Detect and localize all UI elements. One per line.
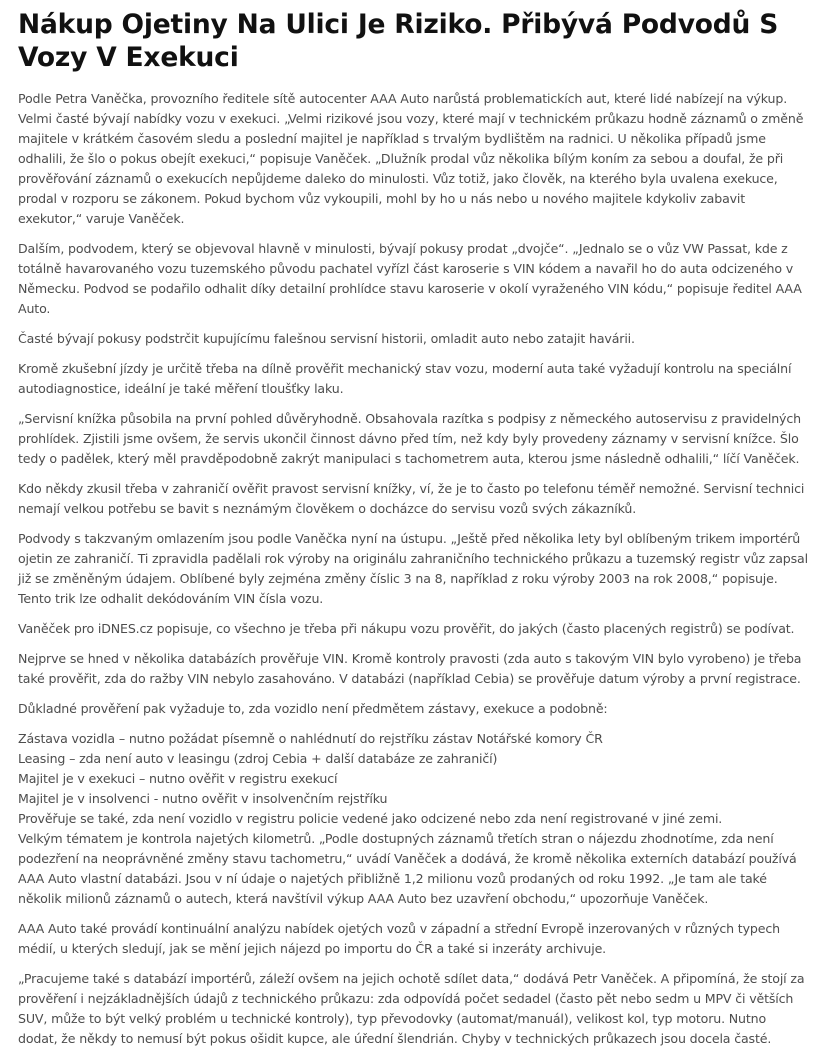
article-paragraph: Kromě zkušební jízdy je určitě třeba na dílně prověřit mechanický stav vozu, moderní auta také vyžadují kontrolu na speciální autodiagnostice, ideální je také měření tloušťky laku. bbox=[18, 361, 792, 396]
check-list-line: Velkým tématem je kontrola najetých kilometrů. „Podle dostupných záznamů třetích stran o nájezdu zhodnotíme, zda není podezření na neoprávněné změny stavu tachometru,“ uvádí Vaněček a dodává, že kromě několika externích databází používá AAA Auto vlastní databázi. Jsou v ní údaje o najetých přibližně 1,2 milionu vozů prodaných od roku 1992. „Je tam ale také několik milionů záznamů o autech, která navštívil výkup AAA Auto bez uzavření obchodu,“ upozorňuje Vaněček. bbox=[18, 831, 797, 906]
check-list bbox=[18, 729, 808, 909]
article-paragraph: „Servisní knížka působila na první pohled důvěryhodně. Obsahovala razítka s podpisy z německého autoservisu z pravidelných prohlídek. Zjistili jsme ovšem, že servis ukončil činnost dávno před tím, než kdy byly provedeny záznamy v servisní knížce. Šlo tedy o padělek, který měl pravděpodobně zakrýt manipulaci s tachometrem auta, kterou jsme následně odhalili,“ líčí Vaněček. bbox=[18, 411, 801, 466]
article-paragraph: Podle Petra Vaněčka, provozního ředitele sítě autocenter AAA Auto narůstá problematickích aut, které lidé nabízejí na výkup. Velmi časté bývají nabídky vozu v exekuci. „Velmi rizikové jsou vozy, které mají v technickém průkazu hodně záznamů o změně majitele v krátkém časovém sledu a poslední majitel je například s trvalým bydlištěm na radnici. U několika případů jsme odhalili, že šlo o pokus obejít exekuci,“ popisuje Vaněček. „Dlužník prodal vůz několika bílým koním za sebou a doufal, že při prověřování záznamů o exekucích nepůjdeme daleko do minulosti. Vůz totiž, jako člověk, na kterého byla uvalena exekuce, prodal v rozporu se zákonem. Pokud bychom vůz vykoupili, mohl by ho u nás nebo u nového majitele kdykoliv zabavit exekutor,“ varuje Vaněček. bbox=[18, 91, 804, 226]
check-list-line: Majitel je v insolvenci - nutno ověřit v insolvenčním rejstříku bbox=[18, 791, 388, 806]
check-list-line: Majitel je v exekuci – nutno ověřit v registru exekucí bbox=[18, 771, 338, 786]
check-list-line: Leasing – zda není auto v leasingu (zdroj Cebia + další databáze ze zahraničí) bbox=[18, 751, 498, 766]
article-paragraph: Dalším, podvodem, který se objevoval hlavně v minulosti, bývají pokusy prodat „dvojče“. „Jednalo se o vůz VW Passat, kde z totálně havarovaného vozu tuzemského původu pachatel vyřízl část karoserie s VIN kódem a navařil ho do auta odcizeného v Německu. Podvod se podařilo odhalit díky detailní prohlídce stavu karoserie v okolí vyraženého VIN kódu,“ popisuje ředitel AAA Auto. bbox=[18, 241, 802, 316]
check-list-line: Prověřuje se také, zda není vozidlo v registru policie vedené jako odcizené nebo zda není registrované v jiné zemi. bbox=[18, 811, 723, 826]
article bbox=[18, 8, 808, 1059]
article-paragraph: Časté bývají pokusy podstrčit kupujícímu falešnou servisní historii, omladit auto nebo zatajit havárii. bbox=[18, 331, 635, 346]
article-paragraph: Nejprve se hned v několika databázích prověřuje VIN. Kromě kontroly pravosti (zda auto s takovým VIN bylo vyrobeno) je třeba také prověřit, zda do ražby VIN nebylo zasahováno. V databázi (například Cebia) se prověřuje datum výroby a první registrace. bbox=[18, 651, 802, 686]
article-paragraph: „Pracujeme také s databází importérů, záleží ovšem na jejich ochotě sdílet data,“ dodává Petr Vaněček. A připomíná, že stojí za prověření i nejzákladnějších údajů z technického průkazu: zda odpovídá počet sedadel (často pět nebo sedm u MPV či větších SUV, může to být velký problém u technické kontroly), typ převodovky (automat/manuál), velikost kol, typ motoru. Nutno dodat, že někdy to nemusí být pokus ošidit kupce, ale úřední šlendrián. Chyby v technických průkazech jsou docela časté. bbox=[18, 971, 805, 1046]
article-paragraph: Vaněček pro iDNES.cz popisuje, co všechno je třeba při nákupu vozu prověřit, do jakých (často placených registrů) se podívat. bbox=[18, 621, 795, 636]
article-paragraph: Důkladné prověření pak vyžaduje to, zda vozidlo není předmětem zástavy, exekuce a podobně: bbox=[18, 701, 608, 716]
article-paragraph: AAA Auto také provádí kontinuální analýzu nabídek ojetých vozů v západní a střední Evropě inzerovaných v různých typech médií, u kterých sledují, jak se mění jejich nájezd po importu do ČR a také si inzeráty archivuje. bbox=[18, 921, 780, 956]
article-paragraph: Podvody s takzvaným omlazením jsou podle Vaněčka nyní na ústupu. „Ještě před několika lety byl oblíbeným trikem importérů ojetin ze zahraničí. Ti zpravidla padělali rok výroby na originálu zahraničního technického průkazu a tuzemský registr vůz zapsal již se změněným údajem. Oblíbené byly zejména změny číslic 3 na 8, například z roku výroby 2003 na rok 2008,“ popisuje. Tento trik lze odhalit dekódováním VIN čísla vozu. bbox=[18, 531, 808, 606]
check-list-line: Zástava vozidla – nutno požádat písemně o nahlédnutí do rejstříku zástav Notářské komory ČR bbox=[18, 731, 603, 746]
article-title: Nákup Ojetiny Na Ulici Je Riziko. Přibývá Podvodů S Vozy V Exekuci bbox=[18, 9, 779, 73]
article-paragraph: Kdo někdy zkusil třeba v zahraničí ověřit pravost servisní knížky, ví, že je to často po telefonu téměř nemožné. Servisní technici nemají velkou potřebu se bavit s neznámým člověkem o docházce do servisu vozů svých zákazníků. bbox=[18, 481, 805, 516]
